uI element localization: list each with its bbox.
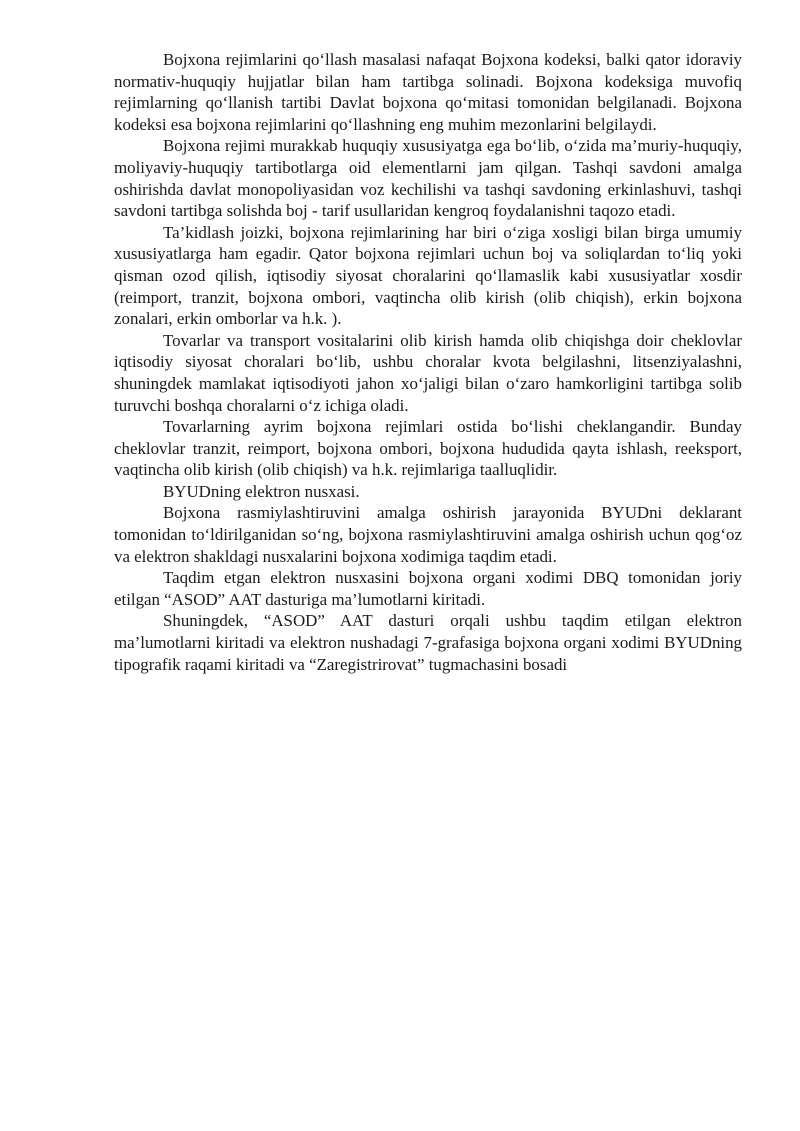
paragraph-2: Bojxona rejimi murakkab huquqiy xususiyatga ega bo‘lib, o‘zida ma’muriy-huquqiy, moliyaviy-huquqiy tartibotlarga oid elementlarni jam qilgan. Tashqi savdoni amalga oshirishda davlat monopoliyasidan voz kechilishi va tashqi savdoning erkinlashuvi, tashqi savdoni tartibga solishda boj - tarif usullaridan kengroq foydalanishni taqozo etadi. <box>114 136 742 221</box>
section-heading: BYUDning elektron nusxasi. <box>163 481 360 501</box>
paragraph-8: Shuningdek, “ASOD” AAT dasturi orqali ushbu taqdim etilgan elektron ma’lumotlarni kiritadi va elektron nushadagi 7-grafasiga bojxona organi xodimi BYUDning tipografik raqami kiritadi va “Zaregistrirovat” tugmachasini bosadi <box>114 611 742 674</box>
paragraph-3: Ta’kidlash joizki, bojxona rejimlarining har biri o‘ziga xosligi bilan birga umumiy xususiyatlarga ham egadir. Qator bojxona rejimlari uchun boj va soliqlardan to‘liq yoki qisman ozod qilish, iqtisodiy siyosat choralarini qo‘llamaslik kabi xususiyatlar xosdir (reimport, tranzit, bojxona ombori, vaqtincha olib kirish (olib chiqish), erkin bojxona zonalari, erkin omborlar va h.k. ). <box>114 222 742 329</box>
paragraph-7: Taqdim etgan elektron nusxasini bojxona organi xodimi DBQ tomonidan joriy etilgan “ASOD” AAT dasturiga ma’lumotlarni kiritadi. <box>114 568 742 609</box>
paragraph-6: Bojxona rasmiylashtiruvini amalga oshirish jarayonida BYUDni deklarant tomonidan to‘ldirilganidan so‘ng, bojxona rasmiylashtiruvini amalga oshirish uchun qog‘oz va elektron shakldagi nusxalarini bojxona xodimiga taqdim etadi. <box>114 503 742 566</box>
paragraph-5: Tovarlarning ayrim bojxona rejimlari ostida bo‘lishi cheklangandir. Bunday cheklovlar tranzit, reimport, bojxona ombori, bojxona hududida qayta ishlash, reeksport, vaqtincha olib kirish (olib chiqish) va h.k. rejimlariga taalluqlidir. <box>114 417 742 480</box>
paragraph-4: Tovarlar va transport vositalarini olib kirish hamda olib chiqishga doir cheklovlar iqtisodiy siyosat choralari bo‘lib, ushbu choralar kvota belgilashni, litsenziyalashni, shuningdek mamlakat iqtisodiyoti jahon xo‘jaligi bilan o‘zaro hamkorligini tartibga solib turuvchi boshqa choralarni o‘z ichiga oladi. <box>114 330 742 415</box>
paragraph-1: Bojxona rejimlarini qo‘llash masalasi nafaqat Bojxona kodeksi, balki qator idoraviy normativ-huquqiy hujjatlar bilan ham tartibga solinadi. Bojxona kodeksiga muvofiq rejimlarning qo‘llanish tartibi Davlat bojxona qo‘mitasi tomonidan belgilanadi. Bojxona kodeksi esa bojxona rejimlarini qo‘llashning eng muhim mezonlarini belgilaydi. <box>114 50 742 134</box>
document-page <box>114 49 742 675</box>
